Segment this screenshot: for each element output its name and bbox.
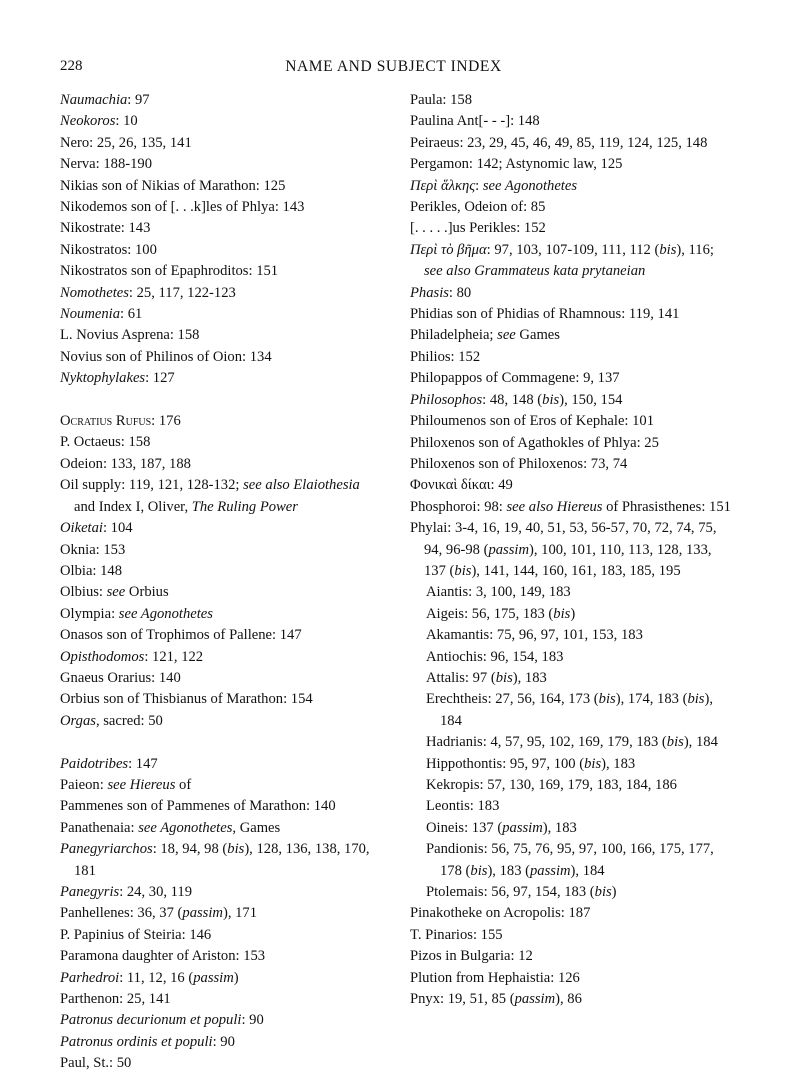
italic-text: bis bbox=[584, 755, 602, 772]
index-entry bbox=[60, 561, 382, 582]
letter-group-gap bbox=[60, 390, 382, 411]
entry-text: Parthenon: 25, 141 bbox=[60, 991, 171, 1008]
entry-text: Philoxenos son of Agathokles of Phlya: 25 bbox=[410, 434, 659, 451]
index-entry bbox=[60, 968, 382, 989]
index-entry bbox=[410, 497, 735, 518]
index-entry bbox=[60, 668, 382, 689]
entry-text: ), 141, 144, 160, 161, 183, 185, 195 bbox=[471, 562, 681, 579]
index-entry bbox=[60, 368, 382, 389]
entry-text: of bbox=[175, 776, 192, 793]
index-entry bbox=[60, 133, 382, 154]
entry-text: ), 86 bbox=[555, 991, 582, 1008]
index-entry bbox=[60, 754, 382, 775]
entry-text: P. Octaeus: 158 bbox=[60, 434, 151, 451]
entry-text: Philoxenos son of Philoxenos: 73, 74 bbox=[410, 455, 628, 472]
entry-text: ), 183 ( bbox=[487, 862, 530, 879]
entry-text: : 18, 94, 98 ( bbox=[152, 841, 228, 858]
index-entry bbox=[410, 240, 735, 283]
italic-text: Panegyriarchos bbox=[60, 841, 153, 858]
italic-text: see Hiereus bbox=[107, 776, 176, 793]
italic-text: Panegyris bbox=[60, 884, 120, 900]
entry-text: Philadelpheia; bbox=[410, 327, 498, 344]
index-entry bbox=[60, 283, 382, 304]
italic-text: Patronus ordinis et populi bbox=[60, 1033, 213, 1050]
italic-text: see bbox=[106, 584, 126, 601]
italic-text: Parhedroi bbox=[60, 969, 120, 986]
index-entry bbox=[60, 796, 382, 817]
entry-text: ), 183 bbox=[542, 819, 577, 836]
index-subentry bbox=[410, 839, 735, 882]
index-subentry bbox=[410, 689, 735, 732]
entry-text: ), 174, 183 ( bbox=[615, 691, 688, 708]
index-entry bbox=[60, 325, 382, 346]
entry-text: Olbius: bbox=[60, 584, 107, 601]
entry-text: L. Novius Asprena: 158 bbox=[60, 327, 200, 344]
italic-text: see bbox=[497, 327, 516, 344]
index-entry bbox=[60, 711, 382, 732]
entry-text: , sacred: 50 bbox=[95, 712, 163, 729]
italic-text: see Agonothetes bbox=[118, 605, 213, 622]
entry-text: Aiantis: 3, 100, 149, 183 bbox=[426, 584, 571, 601]
entry-text: Nerva: 188-190 bbox=[60, 156, 152, 173]
index-entry bbox=[60, 882, 382, 903]
page-number: 228 bbox=[60, 58, 83, 74]
index-entry bbox=[60, 475, 382, 518]
italic-text: Philosophos bbox=[410, 391, 483, 408]
index-entry bbox=[410, 218, 735, 239]
italic-text: Περὶ ἅλκης bbox=[410, 177, 476, 194]
entry-text: Nero: 25, 26, 135, 141 bbox=[60, 134, 192, 151]
index-entry bbox=[60, 989, 382, 1010]
entry-text: Pizos in Bulgaria: 12 bbox=[410, 948, 533, 965]
index-entry bbox=[60, 90, 382, 111]
italic-text: passim bbox=[502, 819, 543, 836]
entry-text: Pammenes son of Pammenes of Marathon: 140 bbox=[60, 798, 336, 815]
index-entry bbox=[60, 176, 382, 197]
entry-text: Paieon: bbox=[60, 776, 108, 793]
italic-text: passim bbox=[182, 905, 223, 922]
italic-text: bis bbox=[495, 669, 513, 686]
italic-text: bis bbox=[454, 562, 472, 579]
italic-text: bis bbox=[470, 862, 488, 879]
entry-text: Orbius bbox=[125, 584, 169, 601]
index-entry bbox=[60, 518, 382, 539]
entry-text: Phosphoroi: 98: bbox=[410, 498, 507, 515]
entry-text: Pergamon: 142; Astynomic law, 125 bbox=[410, 156, 623, 173]
index-entry bbox=[60, 839, 382, 882]
index-entry bbox=[60, 261, 382, 282]
italic-text: bis bbox=[598, 691, 616, 708]
entry-text: Panhellenes: 36, 37 ( bbox=[60, 905, 183, 922]
entry-text: : 10 bbox=[115, 113, 138, 130]
index-entry bbox=[410, 946, 735, 967]
index-entry bbox=[60, 775, 382, 796]
italic-text: see also Grammateus kata prytaneian bbox=[424, 263, 646, 280]
entry-text: : bbox=[475, 177, 483, 194]
entry-text: ), 116; bbox=[676, 241, 714, 258]
entry-text: [. . . . .]us Perikles: 152 bbox=[410, 220, 546, 237]
entry-text: ) bbox=[570, 605, 576, 622]
entry-text: Paramona daughter of Ariston: 153 bbox=[60, 948, 266, 965]
entry-text: Hippothontis: 95, 97, 100 ( bbox=[426, 755, 585, 772]
entry-text: Ptolemais: 56, 97, 154, 183 ( bbox=[426, 884, 595, 901]
index-entry bbox=[60, 903, 382, 924]
index-entry bbox=[60, 218, 382, 239]
letter-group-gap bbox=[60, 732, 382, 753]
entry-text: P. Papinius of Steiria: 146 bbox=[60, 926, 212, 943]
index-entry bbox=[410, 347, 735, 368]
entry-text: Onasos son of Trophimos of Pallene: 147 bbox=[60, 627, 302, 644]
index-entry bbox=[410, 283, 735, 304]
page-title: NAME AND SUBJECT INDEX bbox=[285, 58, 502, 75]
index-subentry bbox=[410, 882, 735, 903]
index-entry bbox=[410, 325, 735, 346]
index-entry bbox=[410, 989, 735, 1010]
entry-text: : 127 bbox=[145, 370, 175, 387]
italic-text: Paidotribes bbox=[60, 755, 129, 772]
index-entry bbox=[60, 925, 382, 946]
index-entry bbox=[410, 968, 735, 989]
entry-text: Philoumenos son of Eros of Kephale: 101 bbox=[410, 413, 655, 430]
entry-text: : 61 bbox=[120, 306, 143, 323]
entry-text: Nikias son of Nikias of Marathon: 125 bbox=[60, 177, 286, 194]
index-subentry bbox=[410, 604, 735, 625]
index-entry bbox=[60, 1053, 382, 1074]
index-entry bbox=[60, 432, 382, 453]
italic-text: bis bbox=[594, 884, 612, 901]
index-entry bbox=[60, 111, 382, 132]
index-entry bbox=[60, 1032, 382, 1053]
index-entry bbox=[60, 454, 382, 475]
entry-text: Philios: 152 bbox=[410, 348, 481, 365]
italic-text: Noumenia bbox=[60, 306, 120, 323]
entry-text: ), 171 bbox=[222, 905, 258, 922]
index-entry bbox=[60, 304, 382, 325]
entry-text: : 147 bbox=[128, 755, 158, 772]
index-subentry bbox=[410, 582, 735, 603]
index-entry bbox=[410, 304, 735, 325]
index-subentry bbox=[410, 818, 735, 839]
index-entry bbox=[410, 475, 735, 496]
entry-text: Olympia: bbox=[60, 605, 119, 622]
entry-text: Panathenaia: bbox=[60, 819, 139, 836]
entry-text: Odeion: 133, 187, 188 bbox=[60, 455, 191, 472]
italic-text: Περὶ τὸ βῆμα bbox=[410, 241, 487, 258]
index-entry bbox=[60, 647, 382, 668]
index-entry bbox=[60, 540, 382, 561]
entry-text: ), 128, 136, 138, 170, 181 bbox=[74, 841, 370, 879]
index-subentry bbox=[410, 647, 735, 668]
index-entry bbox=[60, 240, 382, 261]
italic-text: Neokoros bbox=[60, 113, 116, 130]
entry-text: T. Pinarios: 155 bbox=[410, 926, 503, 943]
index-entry bbox=[410, 133, 735, 154]
index-entry bbox=[410, 176, 735, 197]
italic-text: see Agonothetes bbox=[482, 177, 578, 194]
entry-text: Nikostrate: 143 bbox=[60, 220, 151, 237]
entry-text: : 97, 103, 107-109, 111, 112 ( bbox=[486, 241, 660, 258]
entry-text: Pinakotheke on Acropolis: 187 bbox=[410, 905, 591, 922]
index-entry bbox=[60, 411, 382, 432]
entry-text: Orbius son of Thisbianus of Marathon: 154 bbox=[60, 691, 313, 708]
entry-text: Nikostratos son of Epaphroditos: 151 bbox=[60, 263, 279, 280]
entry-text: Ocratius Rufus: 176 bbox=[60, 413, 181, 430]
italic-text: passim bbox=[193, 969, 234, 986]
entry-text: : 11, 12, 16 ( bbox=[119, 969, 194, 986]
entry-text: Paulina Ant[- - -]: 148 bbox=[410, 113, 540, 130]
entry-text: ), 183 bbox=[601, 755, 636, 772]
index-entry bbox=[60, 197, 382, 218]
entry-text: Nikostratos: 100 bbox=[60, 241, 157, 258]
entry-text: Pandionis: 56, 75, 76, 95, 97, 100, 166, 175, 177, 178 ( bbox=[426, 841, 714, 879]
entry-text: Hadrianis: 4, 57, 95, 102, 169, 179, 183 ( bbox=[426, 734, 667, 751]
entry-text: Games bbox=[515, 327, 560, 344]
italic-text: Nyktophylakes bbox=[60, 370, 146, 387]
index-entry bbox=[410, 518, 735, 582]
entry-text: Novius son of Philinos of Oion: 134 bbox=[60, 348, 272, 365]
entry-text: Paula: 158 bbox=[410, 92, 473, 108]
entry-text: ) bbox=[233, 969, 239, 986]
italic-text: passim bbox=[514, 991, 556, 1008]
italic-text: Phasis bbox=[410, 284, 449, 301]
index-entry bbox=[410, 411, 735, 432]
entry-text: Leontis: 183 bbox=[426, 798, 500, 815]
index-entry bbox=[410, 368, 735, 389]
entry-text: Philopappos of Commagene: 9, 137 bbox=[410, 370, 620, 387]
entry-text: ), 150, 154 bbox=[559, 391, 623, 408]
entry-text: Peiraeus: 23, 29, 45, 46, 49, 85, 119, 124, 125, 148 bbox=[410, 134, 708, 151]
entry-text: : 80 bbox=[448, 284, 472, 301]
index-entry bbox=[410, 154, 735, 175]
entry-text: Attalis: 97 ( bbox=[426, 669, 496, 686]
index-entry bbox=[60, 154, 382, 175]
entry-text: and Index I, Oliver, bbox=[74, 498, 192, 515]
entry-text: Phylai: 3-4, 16, 19, 40, 51, 53, 56-57, 70, 72, 74, 75, 94, 96-98 ( bbox=[410, 520, 717, 558]
entry-text: Erechtheis: 27, 56, 164, 173 ( bbox=[426, 691, 599, 708]
entry-text: Nikodemos son of [. . .k]les of Phlya: 143 bbox=[60, 199, 305, 216]
entry-text: ), 184 bbox=[440, 691, 713, 729]
italic-text: bis bbox=[553, 605, 571, 622]
index-subentry bbox=[410, 732, 735, 753]
italic-text: see also Elaiothesia bbox=[243, 477, 360, 494]
entry-text: Paul, St.: 50 bbox=[60, 1055, 132, 1072]
entry-text: Φονικαὶ δίκαι: 49 bbox=[410, 477, 513, 494]
italic-text: Patronus decurionum et populi bbox=[60, 1012, 242, 1029]
italic-text: bis bbox=[542, 391, 560, 408]
entry-text: : 121, 122 bbox=[144, 648, 204, 665]
italic-text: passim bbox=[488, 541, 529, 558]
index-entry bbox=[410, 390, 735, 411]
index-entry bbox=[410, 197, 735, 218]
index-entry bbox=[60, 582, 382, 603]
entry-text: : 90 bbox=[241, 1012, 264, 1029]
entry-text: : 90 bbox=[212, 1033, 235, 1050]
index-entry bbox=[60, 946, 382, 967]
index-entry bbox=[410, 454, 735, 475]
entry-text: of Phrasisthenes: 151 bbox=[602, 498, 731, 515]
entry-text: Gnaeus Orarius: 140 bbox=[60, 669, 181, 686]
entry-text: Oineis: 137 ( bbox=[426, 819, 503, 836]
italic-text: bis bbox=[659, 241, 677, 258]
entry-text: ) bbox=[611, 884, 617, 901]
entry-text: Akamantis: 75, 96, 97, 101, 153, 183 bbox=[426, 627, 643, 644]
entry-text: : 104 bbox=[102, 520, 133, 537]
index-entry bbox=[410, 925, 735, 946]
entry-text: ), 183 bbox=[512, 669, 547, 686]
italic-text: bis bbox=[666, 734, 684, 751]
entry-text: : 48, 148 ( bbox=[482, 391, 543, 408]
index-entry bbox=[60, 625, 382, 646]
entry-text: Antiochis: 96, 154, 183 bbox=[426, 648, 564, 665]
entry-text: Pnyx: 19, 51, 85 ( bbox=[410, 991, 515, 1008]
italic-text: see also Hiereus bbox=[506, 498, 603, 515]
entry-text: ), 184 bbox=[683, 734, 718, 751]
index-entry bbox=[60, 818, 382, 839]
index-subentry bbox=[410, 775, 735, 796]
entry-text: Oil supply: 119, 121, 128-132; bbox=[60, 477, 244, 494]
italic-text: see Agonothetes bbox=[138, 819, 233, 836]
italic-text: bis bbox=[687, 691, 705, 708]
italic-text: Oiketai bbox=[60, 520, 103, 537]
italic-text: passim bbox=[530, 862, 571, 879]
index-entry bbox=[60, 689, 382, 710]
italic-text: Opisthodomos bbox=[60, 648, 145, 665]
entry-text: Oknia: 153 bbox=[60, 541, 126, 558]
index-entry bbox=[60, 1010, 382, 1031]
page-header bbox=[0, 54, 787, 78]
entry-text: Olbia: 148 bbox=[60, 562, 123, 579]
index-subentry bbox=[410, 625, 735, 646]
index-subentry bbox=[410, 668, 735, 689]
entry-text: ), 100, 101, 110, 113, 128, 133, 137 ( bbox=[424, 541, 712, 579]
index-entry bbox=[410, 111, 735, 132]
index-subentry bbox=[410, 754, 735, 775]
italic-text: Naumachia bbox=[60, 92, 128, 108]
entry-text: : 25, 117, 122-123 bbox=[128, 284, 236, 301]
index-entry bbox=[410, 90, 735, 111]
index-entry bbox=[410, 433, 735, 454]
entry-text: : 24, 30, 119 bbox=[119, 884, 193, 900]
left-index-column bbox=[60, 90, 382, 1075]
entry-text: ), 184 bbox=[570, 862, 605, 879]
right-index-column bbox=[410, 90, 735, 1010]
index-subentry bbox=[410, 796, 735, 817]
entry-text: : 97 bbox=[127, 92, 150, 108]
italic-text: Nomothetes bbox=[60, 284, 129, 301]
entry-text: , Games bbox=[232, 819, 281, 836]
italic-text: bis bbox=[227, 841, 245, 858]
italic-text: The Ruling Power bbox=[191, 498, 298, 515]
index-entry bbox=[60, 604, 382, 625]
index-entry bbox=[410, 903, 735, 924]
entry-text: Kekropis: 57, 130, 169, 179, 183, 184, 186 bbox=[426, 777, 677, 793]
entry-text: Plution from Hephaistia: 126 bbox=[410, 969, 580, 986]
entry-text: Phidias son of Phidias of Rhamnous: 119, 141 bbox=[410, 306, 680, 323]
italic-text: Orgas bbox=[60, 712, 96, 729]
entry-text: Perikles, Odeion of: 85 bbox=[410, 199, 546, 216]
entry-text: Aigeis: 56, 175, 183 ( bbox=[426, 605, 554, 622]
index-entry bbox=[60, 347, 382, 368]
